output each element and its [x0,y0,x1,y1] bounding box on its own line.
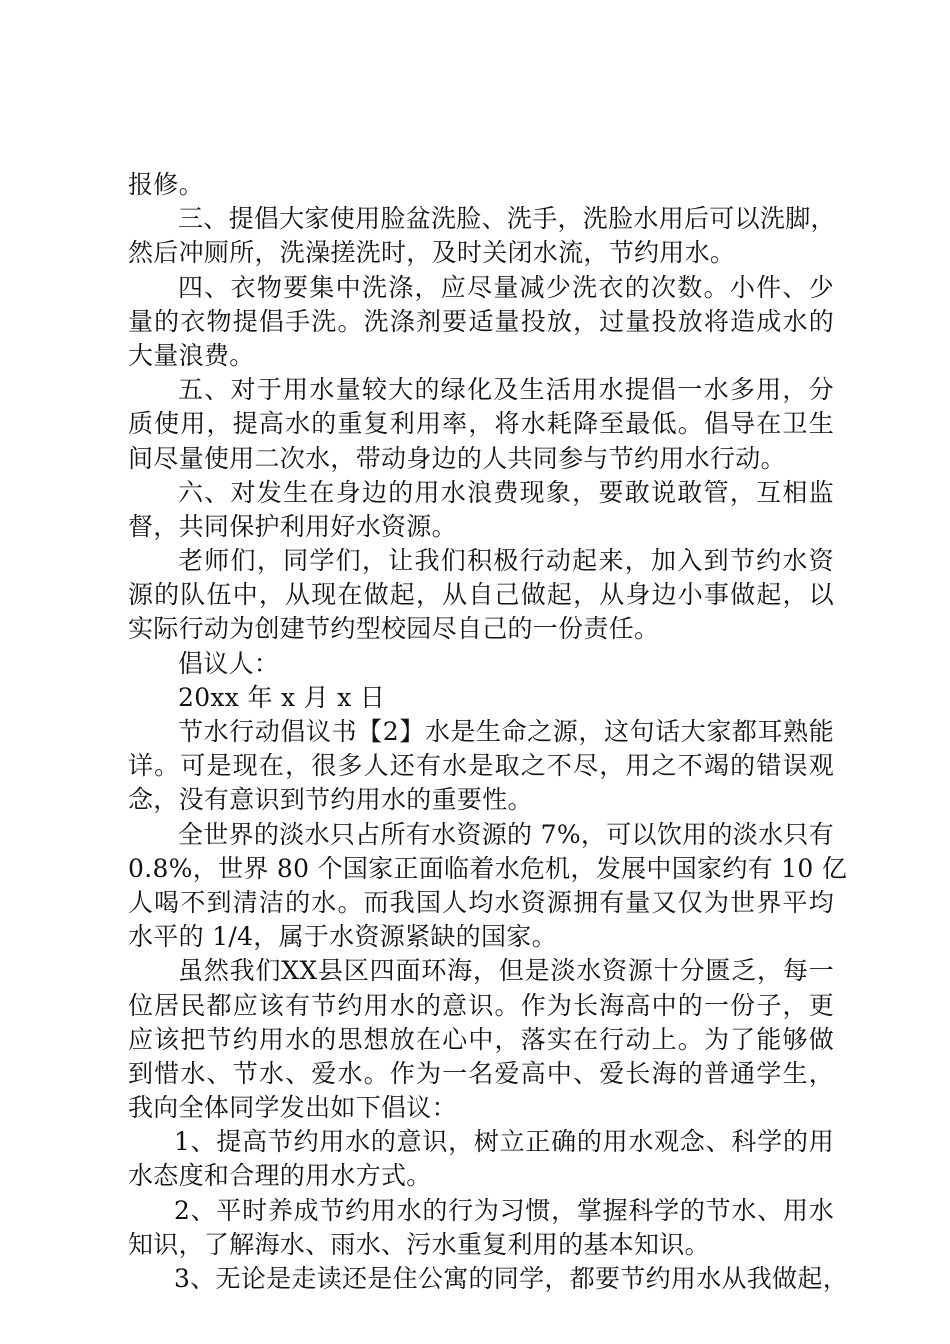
text-line: 详。可是现在，很多人还有水是取之不尽，用之不竭的错误观 [128,751,834,781]
text-line: 位居民都应该有节约用水的意识。作为长海高中的一份子，更 [128,990,834,1020]
text-line: 源的队伍中，从现在做起，从自己做起，从身边小事做起，以 [128,580,834,610]
text-line: 实际行动为创建节约型校园尽自己的一份责任。 [128,614,660,644]
proposal-item-2: 2、平时养成节约用水的行为习惯，掌握科学的节水、用水 [174,1195,834,1225]
text-line: 我向全体同学发出如下倡议： [128,1093,457,1123]
text-line: 间尽量使用二次水，带动身边的人共同参与节约用水行动。 [128,443,786,473]
proposal-item-1: 1、提高节约用水的意识，树立正确的用水观念、科学的用 [174,1127,834,1157]
text-line: 人喝不到清洁的水。而我国人均水资源拥有量又仅为世界平均 [128,887,834,917]
text-line: 0.8%，世界 80 个国家正面临着水危机，发展中国家约有 10 亿 [128,853,848,883]
text-line: 然后冲厕所，洗澡搓洗时，及时关闭水流，节约用水。 [128,238,736,268]
section-title-2: 节水行动倡议书【2】水是生命之源，这句话大家都耳熟能 [178,717,834,746]
text-line: 念，没有意识到节约用水的重要性。 [128,785,533,815]
paragraph-item-4: 四、衣物要集中洗涤，应尽量减少洗衣的次数。小件、少 [178,272,834,302]
document-body [128,168,849,1296]
date-line: 20xx 年 x 月 x 日 [178,682,386,712]
paragraph-item-6: 六、对发生在身边的用水浪费现象，要敢说敢管，互相监 [178,477,834,507]
paragraph-appeal: 老师们，同学们，让我们积极行动起来，加入到节约水资 [178,546,834,576]
paragraph-item-3: 三、提倡大家使用脸盆洗脸、洗手，洗脸水用后可以洗脚， [178,204,836,234]
text-line: 量的衣物提倡手洗。洗涤剂要适量投放，过量投放将造成水的 [128,306,834,336]
paragraph-local: 虽然我们XX县区四面环海，但是淡水资源十分匮乏，每一 [178,956,834,986]
text-line: 报修。 [128,170,204,199]
text-line: 应该把节约用水的思想放在心中，落实在行动上。为了能够做 [128,1024,834,1054]
signature-label: 倡议人： [178,648,280,678]
proposal-item-3: 3、无论是走读还是住公寓的同学，都要节约用水从我做起， [174,1264,849,1293]
text-line: 知识，了解海水、雨水、污水重复利用的基本知识。 [128,1229,710,1259]
paragraph-statistics: 全世界的淡水只占所有水资源的 7%，可以饮用的淡水只有 [178,819,834,849]
text-line: 大量浪费。 [128,340,255,370]
text-line: 质使用，提高水的重复利用率，将水耗降至最低。倡导在卫生 [128,409,834,439]
text-line: 到惜水、节水、爱水。作为一名爱高中、爱长海的普通学生， [128,1058,834,1088]
paragraph-item-5: 五、对于用水量较大的绿化及生活用水提倡一水多用，分 [178,375,834,405]
text-line: 督，共同保护利用好水资源。 [128,511,457,541]
text-line: 水态度和合理的用水方式。 [128,1161,432,1191]
text-line: 水平的 1/4，属于水资源紧缺的国家。 [128,922,557,952]
